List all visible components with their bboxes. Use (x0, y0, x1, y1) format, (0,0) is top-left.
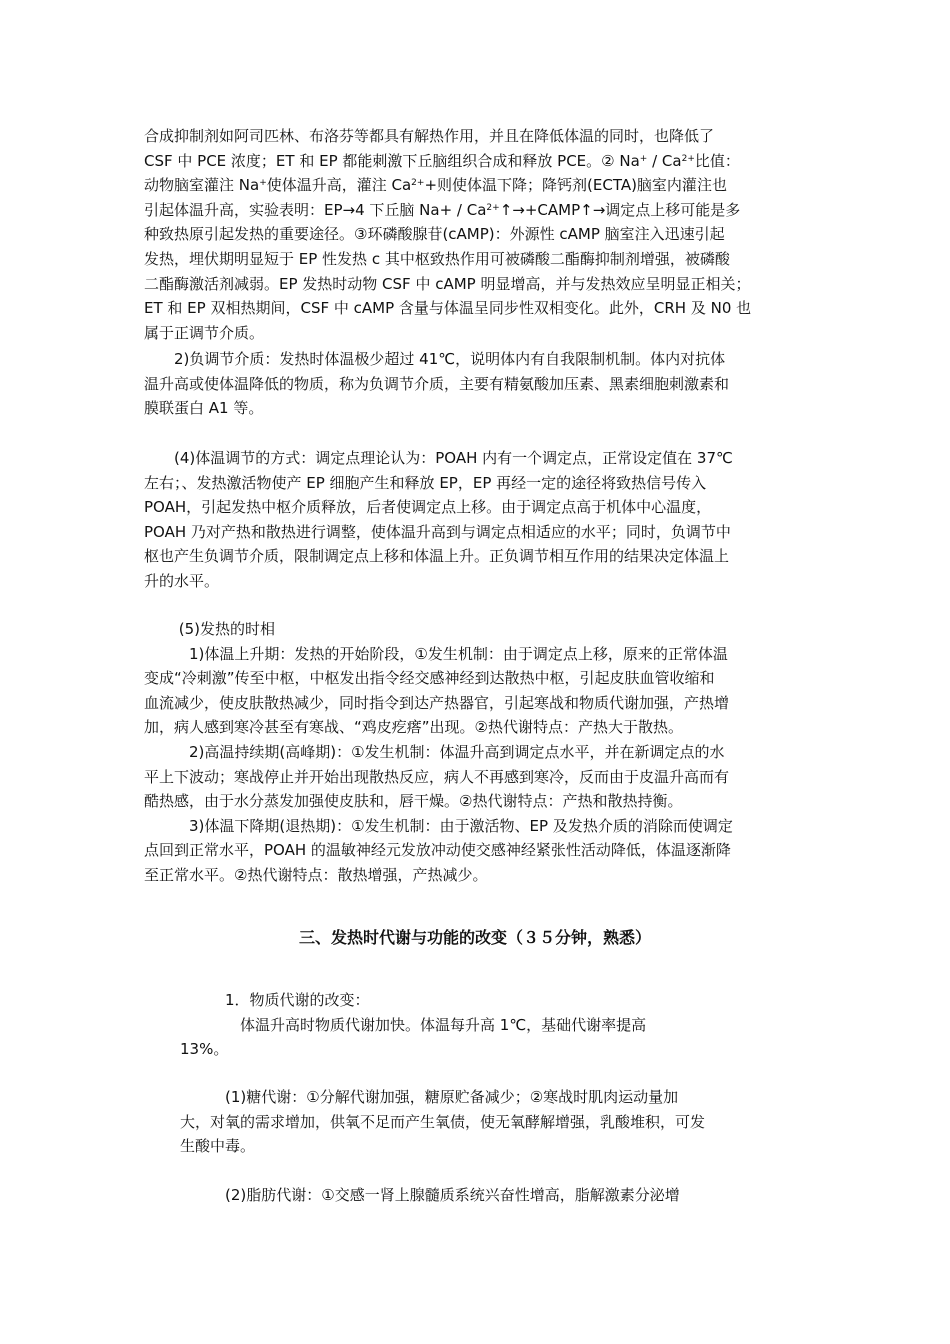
text-line: 引起体温升高，实验表明：EP→4 下丘脑 $Na+ / Ca^{2+}↑\to+CAMP↑\to$调定点上移可能是多 (144, 200, 741, 219)
text-line: 点回到正常水平，POAH 的温敏神经元发放冲动使交感神经紧张性活动降低，体温逐渐降 (144, 841, 731, 860)
paragraph-positive-mediators (144, 124, 814, 345)
text-line: 左右；、发热激活物使产 EP 细胞产生和释放 EP，EP 再经一定的途径将致热信号传入 (144, 473, 707, 492)
paragraph-negative-mediators (144, 347, 814, 421)
paragraph-regulation-mode (144, 446, 814, 594)
text-line: ET 和 EP 双相热期间，CSF 中 cAMP 含量与体温呈同步性双相变化。此外，CRH 及 N0 也 (144, 299, 752, 318)
text-line: POAH，引起发热中枢介质释放，后者使调定点上移。由于调定点高于机体中心温度， (144, 498, 712, 517)
text-line: (2)脂肪代谢：①交感一肾上腺髓质系统兴奋性增高，脂解激素分泌增 (180, 1186, 680, 1204)
text-line: 二酯酶激活剂减弱。EP 发热时动物 CSF 中 cAMP 明显增高，并与发热效应呈明显正相关； (144, 274, 751, 293)
text-line: (5)发热的时相 (144, 620, 276, 638)
text-line: CSF 中 PCE 浓度；ET 和 EP 都能刺激下丘脑组织合成和释放 PCE。② $Na^+ / Ca^{2+}$比值： (144, 151, 740, 170)
text-line: POAH 乃对产热和散热进行调整，使体温升高到与调定点相适应的水平；同时，负调节中 (144, 522, 731, 541)
text-line: 升的水平。 (144, 571, 220, 590)
text-line: 大，对氧的需求增加，供氧不足而产生氧债，使无氧酵解增强，乳酸堆积，可发 (180, 1112, 706, 1131)
text-line: 发热，埋伏期明显短于 EP 性发热 c 其中枢致热作用可被磷酸二酯酶抑制剂增强，被磷酸 (144, 249, 730, 268)
text-line: 1)体温上升期：发热的开始阶段，①发生机制：由于调定点上移，原来的正常体温 (144, 644, 728, 663)
text-line: 体温升高时物质代谢加快。体温每升高 1℃，基础代谢率提高 (180, 1015, 647, 1034)
text-line: 变成“冷刺激”传至中枢，中枢发出指令经交感神经到达散热中枢，引起皮肤血管收缩和 (144, 669, 715, 688)
text-line: 13%。 (180, 1040, 229, 1059)
text-line: 合成抑制剂如阿司匹林、布洛芬等都具有解热作用，并且在降低体温的同时，也降低了 (144, 127, 715, 145)
text-line: 属于正调节介质。 (144, 323, 265, 342)
text-line: 温升高或使体温降低的物质，称为负调节介质，主要有精氨酸加压素、黑素细胞刺激素和 (144, 374, 730, 393)
paragraph-fat-metabolism (180, 1183, 780, 1208)
text-line: 1．物质代谢的改变： (180, 991, 370, 1009)
text-line: 种致热原引起发热的重要途径。③环磷酸腺苷(cAMP)：外源性 cAMP 脑室注入迅速引起 (144, 225, 725, 244)
text-line: 膜联蛋白 A1 等。 (144, 399, 264, 418)
text-line: (4)体温调节的方式：调定点理论认为：POAH 内有一个调定点，正常设定值在 37℃ (144, 449, 733, 467)
text-line: 加，病人感到寒冷甚至有寒战、“鸡皮疙瘩”出现。②热代谢特点：产热大于散热。 (144, 718, 683, 737)
paragraph-fever-phases (144, 617, 814, 888)
text-line: 2)负调节介质：发热时体温极少超过 41℃，说明体内有自我限制机制。体内对抗体 (144, 350, 726, 368)
text-line: 3)体温下降期(退热期)：①发生机制：由于激活物、EP 及发热介质的消除而使调定 (144, 816, 733, 835)
text-line: 生酸中毒。 (180, 1137, 256, 1156)
text-line: 血流减少，使皮肤散热减少，同时指令到达产热器官，引起寒战和物质代谢加强，产热增 (144, 693, 730, 712)
section-heading: 三、发热时代谢与功能的改变（３５分钟，熟悉） (298, 928, 651, 947)
text-line: (1)糖代谢：①分解代谢加强，糖原贮备减少；②寒战时肌肉运动量加 (180, 1088, 679, 1106)
text-line: 枢也产生负调节介质，限制调定点上移和体温上升。正负调节相互作用的结果决定体温上 (144, 547, 730, 566)
text-line: 酷热感，由于水分蒸发加强使皮肤和，唇干燥。②热代谢特点：产热和散热持衡。 (144, 792, 683, 811)
text-line: 至正常水平。②热代谢特点：散热增强，产热减少。 (144, 865, 488, 884)
text-line: 平上下波动；寒战停止并开始出现散热反应，病人不再感到寒冷，反而由于皮温升高而有 (144, 767, 730, 786)
paragraph-metabolism-change (180, 988, 780, 1062)
text-line: 动物脑室灌注 Na+使体温升高，灌注 $Ca^{2+}+$则使体温下降；降钙剂(ECTA)脑室内灌注也 (144, 176, 727, 195)
paragraph-sugar-metabolism (180, 1085, 780, 1159)
text-line: 2)高温持续期(高峰期)：①发生机制：体温升高到调定点水平，并在新调定点的水 (144, 742, 725, 761)
